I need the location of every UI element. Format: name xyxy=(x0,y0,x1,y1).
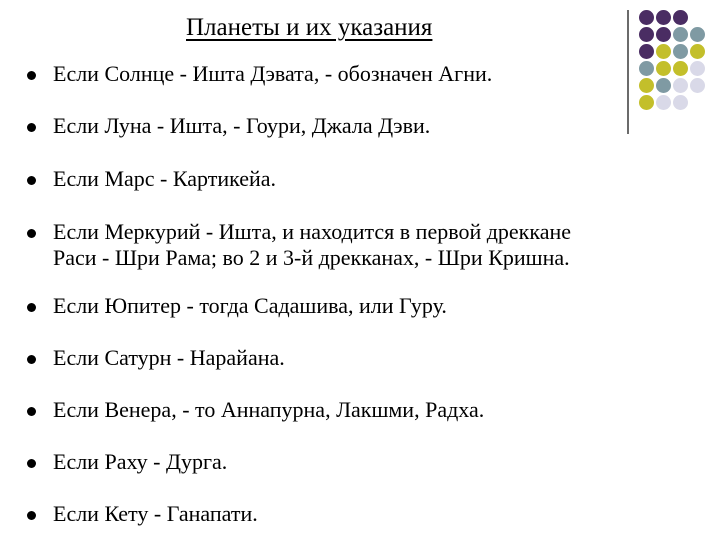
list-item-line: Если Меркурий - Ишта, и находится в первой дреккане xyxy=(53,219,572,244)
bullet-icon xyxy=(27,407,36,416)
list-item-line: Раси - Шри Рама; во 2 и 3-й дрекканах, - Шри Кришна. xyxy=(53,245,570,270)
bullet-icon xyxy=(27,355,36,364)
bullet-icon xyxy=(27,303,36,312)
list-item-line: Если Солнце - Ишта Дэвата, - обозначен Агни. xyxy=(53,61,493,86)
list-item-line: Если Марс - Картикейа. xyxy=(53,166,277,191)
bullet-icon xyxy=(27,176,36,185)
list-item-text xyxy=(53,501,258,527)
list-item-text xyxy=(53,397,484,423)
slide-title: Планеты и их указания xyxy=(186,14,433,41)
list-item-text xyxy=(53,113,430,139)
list-item-text xyxy=(53,166,276,192)
bullet-icon xyxy=(27,511,36,520)
bullet-icon xyxy=(27,229,36,238)
bullet-icon xyxy=(27,123,36,132)
list-item-text xyxy=(53,449,227,475)
list-item-line: Если Юпитер - тогда Садашива, или Гуру. xyxy=(53,293,447,318)
bullet-icon xyxy=(27,459,36,468)
list-item-text xyxy=(53,293,447,319)
list-item-line: Если Раху - Дурга. xyxy=(53,449,228,474)
bullet-icon xyxy=(27,71,36,80)
list-item-line: Если Луна - Ишта, - Гоури, Джала Дэви. xyxy=(53,113,431,138)
list-item-text xyxy=(53,61,492,87)
list-item-line: Если Венера, - то Аннапурна, Лакшми, Радха. xyxy=(53,397,485,422)
list-item-text xyxy=(53,345,285,371)
list-item-text xyxy=(53,219,571,271)
list-item-line: Если Кету - Ганапати. xyxy=(53,501,258,526)
list-item-line: Если Сатурн - Нарайана. xyxy=(53,345,285,370)
